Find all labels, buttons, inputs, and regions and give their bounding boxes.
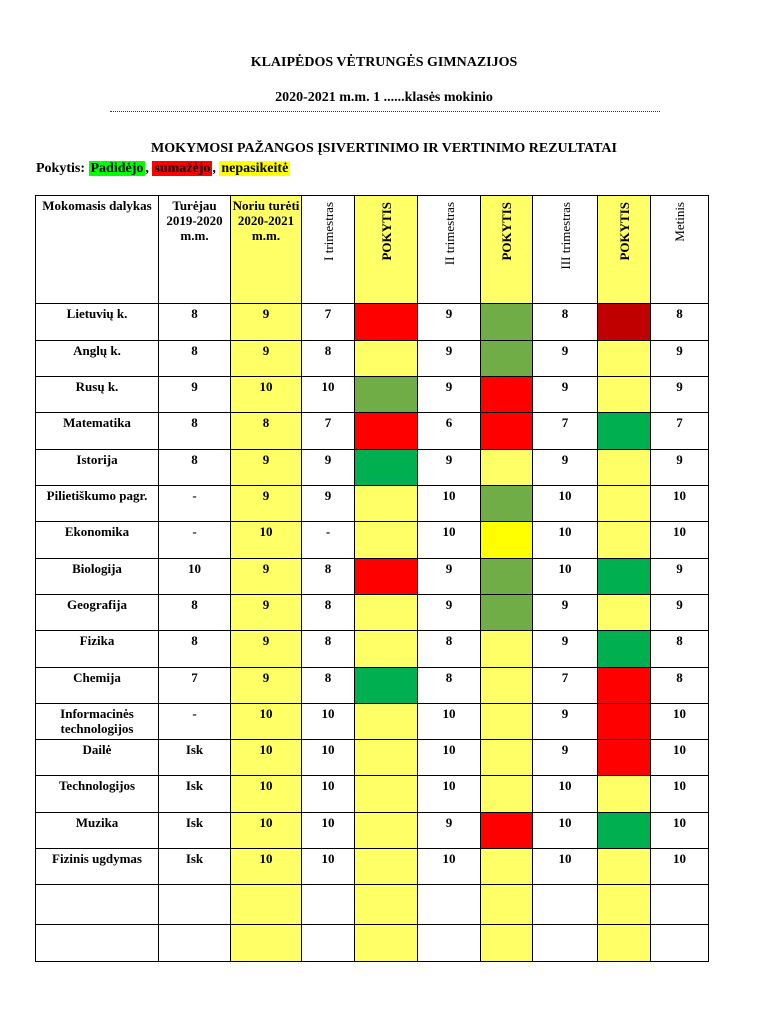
term1-grade-cell: 10 (302, 704, 355, 740)
change3-cell (598, 813, 651, 849)
had-grade-cell (159, 885, 231, 925)
term1-grade-cell: 8 (302, 595, 355, 631)
table-row (36, 341, 709, 377)
subject-cell: Informacinės technologijos (36, 704, 159, 740)
header-change3: POKYTIS (598, 196, 651, 304)
want-grade-cell: 9 (231, 304, 302, 341)
change1-cell (355, 377, 418, 413)
term1-grade-cell: 9 (302, 450, 355, 486)
results-table-body (36, 196, 709, 962)
want-grade-cell: 9 (231, 450, 302, 486)
term2-grade-cell: 10 (418, 849, 481, 885)
term3-grade-cell: 10 (533, 486, 598, 522)
term3-grade-cell: 10 (533, 776, 598, 813)
table-row (36, 740, 709, 776)
want-grade-cell: 9 (231, 486, 302, 522)
change2-cell (481, 704, 533, 740)
term1-grade-cell: 10 (302, 377, 355, 413)
change1-cell (355, 885, 418, 925)
term2-grade-cell: 9 (418, 813, 481, 849)
had-grade-cell: 8 (159, 450, 231, 486)
want-grade-cell: 10 (231, 776, 302, 813)
want-grade-cell: 10 (231, 849, 302, 885)
term2-grade-cell: 10 (418, 740, 481, 776)
change3-cell (598, 849, 651, 885)
annual-grade-cell: 9 (651, 595, 709, 631)
change2-cell (481, 740, 533, 776)
want-grade-cell: 9 (231, 341, 302, 377)
change2-cell (481, 413, 533, 450)
want-grade-cell: 10 (231, 740, 302, 776)
term3-grade-cell: 9 (533, 450, 598, 486)
header-annual: Metinis (651, 196, 709, 304)
had-grade-cell: - (159, 486, 231, 522)
subject-cell (36, 925, 159, 962)
table-row (36, 522, 709, 559)
change2-cell (481, 668, 533, 704)
table-row (36, 813, 709, 849)
change1-cell (355, 413, 418, 450)
change1-cell (355, 668, 418, 704)
annual-grade-cell: 9 (651, 450, 709, 486)
term1-grade-cell: 7 (302, 304, 355, 341)
change3-cell (598, 304, 651, 341)
term2-grade-cell: 6 (418, 413, 481, 450)
change2-cell (481, 885, 533, 925)
want-grade-cell (231, 925, 302, 962)
had-grade-cell: Isk (159, 776, 231, 813)
table-row (36, 704, 709, 740)
subject-cell: Istorija (36, 450, 159, 486)
change2-cell (481, 450, 533, 486)
change3-cell (598, 341, 651, 377)
change1-cell (355, 341, 418, 377)
change2-cell (481, 849, 533, 885)
change3-cell (598, 377, 651, 413)
had-grade-cell: Isk (159, 740, 231, 776)
term2-grade-cell: 10 (418, 486, 481, 522)
change2-cell (481, 377, 533, 413)
term1-grade-cell: 8 (302, 341, 355, 377)
had-grade-cell (159, 925, 231, 962)
want-grade-cell: 10 (231, 522, 302, 559)
term3-grade-cell: 10 (533, 813, 598, 849)
term2-grade-cell: 8 (418, 668, 481, 704)
change3-cell (598, 595, 651, 631)
annual-grade-cell: 10 (651, 522, 709, 559)
term2-grade-cell: 10 (418, 522, 481, 559)
annual-grade-cell: 10 (651, 740, 709, 776)
header-had: Turėjau 2019-2020 m.m. (159, 196, 231, 304)
table-row (36, 377, 709, 413)
header-term1: I trimestras (302, 196, 355, 304)
annual-grade-cell: 9 (651, 559, 709, 595)
change1-cell (355, 595, 418, 631)
subject-cell: Anglų k. (36, 341, 159, 377)
want-grade-cell: 8 (231, 413, 302, 450)
had-grade-cell: 10 (159, 559, 231, 595)
school-title: KLAIPĖDOS VĖTRUNGĖS GIMNAZIJOS (250, 55, 518, 70)
had-grade-cell: 8 (159, 413, 231, 450)
term1-grade-cell: 8 (302, 668, 355, 704)
had-grade-cell: 8 (159, 631, 231, 668)
change1-cell (355, 486, 418, 522)
change2-cell (481, 304, 533, 341)
term3-grade-cell: 9 (533, 595, 598, 631)
annual-grade-cell (651, 925, 709, 962)
subject-cell: Ekonomika (36, 522, 159, 559)
term3-grade-cell: 9 (533, 704, 598, 740)
change2-cell (481, 486, 533, 522)
table-row (36, 559, 709, 595)
term3-grade-cell: 10 (533, 849, 598, 885)
subject-cell: Lietuvių k. (36, 304, 159, 341)
change1-cell (355, 522, 418, 559)
change3-cell (598, 740, 651, 776)
term3-grade-cell: 10 (533, 522, 598, 559)
term3-grade-cell: 9 (533, 740, 598, 776)
subject-cell: Dailė (36, 740, 159, 776)
term2-grade-cell: 9 (418, 450, 481, 486)
table-row (36, 304, 709, 341)
had-grade-cell: Isk (159, 849, 231, 885)
subject-cell: Rusų k. (36, 377, 159, 413)
subject-cell: Fizika (36, 631, 159, 668)
term1-grade-cell: 9 (302, 486, 355, 522)
change3-cell (598, 776, 651, 813)
change1-cell (355, 776, 418, 813)
change3-cell (598, 559, 651, 595)
term2-grade-cell: 9 (418, 595, 481, 631)
term2-grade-cell: 8 (418, 631, 481, 668)
legend: Pokytis: Padidėjo , sumažėjo , nepasikeitė (36, 161, 289, 176)
term3-grade-cell (533, 885, 598, 925)
term3-grade-cell: 8 (533, 304, 598, 341)
had-grade-cell: 8 (159, 304, 231, 341)
term2-grade-cell (418, 885, 481, 925)
subject-cell: Muzika (36, 813, 159, 849)
report-title: MOKYMOSI PAŽANGOS ĮSIVERTINIMO IR VERTINIMO REZULTATAI (151, 141, 617, 156)
change1-cell (355, 849, 418, 885)
term1-grade-cell: 10 (302, 849, 355, 885)
table-row (36, 450, 709, 486)
term2-grade-cell: 9 (418, 341, 481, 377)
table-row (36, 486, 709, 522)
change1-cell (355, 813, 418, 849)
annual-grade-cell: 7 (651, 413, 709, 450)
change3-cell (598, 522, 651, 559)
header-want: Noriu turėti 2020-2021 m.m. (231, 196, 302, 304)
change3-cell (598, 704, 651, 740)
table-row (36, 776, 709, 813)
term3-grade-cell: 9 (533, 341, 598, 377)
had-grade-cell: - (159, 704, 231, 740)
legend-increased: Padidėjo (90, 161, 144, 176)
term3-grade-cell (533, 925, 598, 962)
annual-grade-cell: 8 (651, 668, 709, 704)
subject-cell: Chemija (36, 668, 159, 704)
term1-grade-cell: - (302, 522, 355, 559)
had-grade-cell: 8 (159, 595, 231, 631)
term3-grade-cell: 9 (533, 377, 598, 413)
subject-cell: Technologijos (36, 776, 159, 813)
change2-cell (481, 925, 533, 962)
table-row (36, 849, 709, 885)
results-table (35, 195, 709, 962)
subject-cell: Geografija (36, 595, 159, 631)
term3-grade-cell: 7 (533, 668, 598, 704)
change2-cell (481, 341, 533, 377)
want-grade-cell: 9 (231, 595, 302, 631)
header-subject: Mokomasis dalykas (36, 196, 159, 304)
term1-grade-cell: 10 (302, 740, 355, 776)
change2-cell (481, 776, 533, 813)
term3-grade-cell: 10 (533, 559, 598, 595)
change3-cell (598, 486, 651, 522)
change3-cell (598, 413, 651, 450)
change1-cell (355, 704, 418, 740)
want-grade-cell: 10 (231, 377, 302, 413)
class-line: 2020-2021 m.m. 1 ......klasės mokinio (275, 90, 493, 105)
header-row (36, 196, 709, 304)
had-grade-cell: 9 (159, 377, 231, 413)
change3-cell (598, 668, 651, 704)
term1-grade-cell: 8 (302, 631, 355, 668)
table-row (36, 668, 709, 704)
change3-cell (598, 631, 651, 668)
header-term3: III trimestras (533, 196, 598, 304)
annual-grade-cell: 10 (651, 486, 709, 522)
term2-grade-cell: 9 (418, 377, 481, 413)
annual-grade-cell: 10 (651, 813, 709, 849)
annual-grade-cell (651, 885, 709, 925)
term2-grade-cell (418, 925, 481, 962)
want-grade-cell: 9 (231, 631, 302, 668)
want-grade-cell: 10 (231, 813, 302, 849)
subject-cell: Biologija (36, 559, 159, 595)
want-grade-cell: 9 (231, 559, 302, 595)
want-grade-cell: 9 (231, 668, 302, 704)
want-grade-cell (231, 885, 302, 925)
change3-cell (598, 450, 651, 486)
term2-grade-cell: 10 (418, 776, 481, 813)
change2-cell (481, 595, 533, 631)
change1-cell (355, 559, 418, 595)
annual-grade-cell: 10 (651, 849, 709, 885)
had-grade-cell: 8 (159, 341, 231, 377)
annual-grade-cell: 9 (651, 341, 709, 377)
legend-unchanged: nepasikeitė (221, 161, 289, 176)
header-change2: POKYTIS (481, 196, 533, 304)
had-grade-cell: - (159, 522, 231, 559)
dotted-name-line (110, 111, 660, 112)
term1-grade-cell: 10 (302, 813, 355, 849)
term2-grade-cell: 9 (418, 304, 481, 341)
had-grade-cell: Isk (159, 813, 231, 849)
term1-grade-cell: 8 (302, 559, 355, 595)
legend-label: Pokytis: (36, 161, 85, 176)
term1-grade-cell (302, 925, 355, 962)
annual-grade-cell: 8 (651, 631, 709, 668)
change1-cell (355, 925, 418, 962)
term3-grade-cell: 7 (533, 413, 598, 450)
table-row (36, 925, 709, 962)
subject-cell (36, 885, 159, 925)
change1-cell (355, 304, 418, 341)
had-grade-cell: 7 (159, 668, 231, 704)
annual-grade-cell: 9 (651, 377, 709, 413)
annual-grade-cell: 8 (651, 304, 709, 341)
table-row (36, 595, 709, 631)
term1-grade-cell: 10 (302, 776, 355, 813)
term2-grade-cell: 9 (418, 559, 481, 595)
annual-grade-cell: 10 (651, 776, 709, 813)
change3-cell (598, 925, 651, 962)
want-grade-cell: 10 (231, 704, 302, 740)
change1-cell (355, 450, 418, 486)
change2-cell (481, 631, 533, 668)
change1-cell (355, 740, 418, 776)
term1-grade-cell: 7 (302, 413, 355, 450)
header-term2: II trimestras (418, 196, 481, 304)
change2-cell (481, 522, 533, 559)
subject-cell: Pilietiškumo pagr. (36, 486, 159, 522)
legend-decreased: sumažėjo (154, 161, 211, 176)
change2-cell (481, 813, 533, 849)
subject-cell: Fizinis ugdymas (36, 849, 159, 885)
annual-grade-cell: 10 (651, 704, 709, 740)
table-row (36, 885, 709, 925)
term3-grade-cell: 9 (533, 631, 598, 668)
change3-cell (598, 885, 651, 925)
term2-grade-cell: 10 (418, 704, 481, 740)
change1-cell (355, 631, 418, 668)
header-change1: POKYTIS (355, 196, 418, 304)
change2-cell (481, 559, 533, 595)
term1-grade-cell (302, 885, 355, 925)
table-row (36, 413, 709, 450)
subject-cell: Matematika (36, 413, 159, 450)
table-row (36, 631, 709, 668)
